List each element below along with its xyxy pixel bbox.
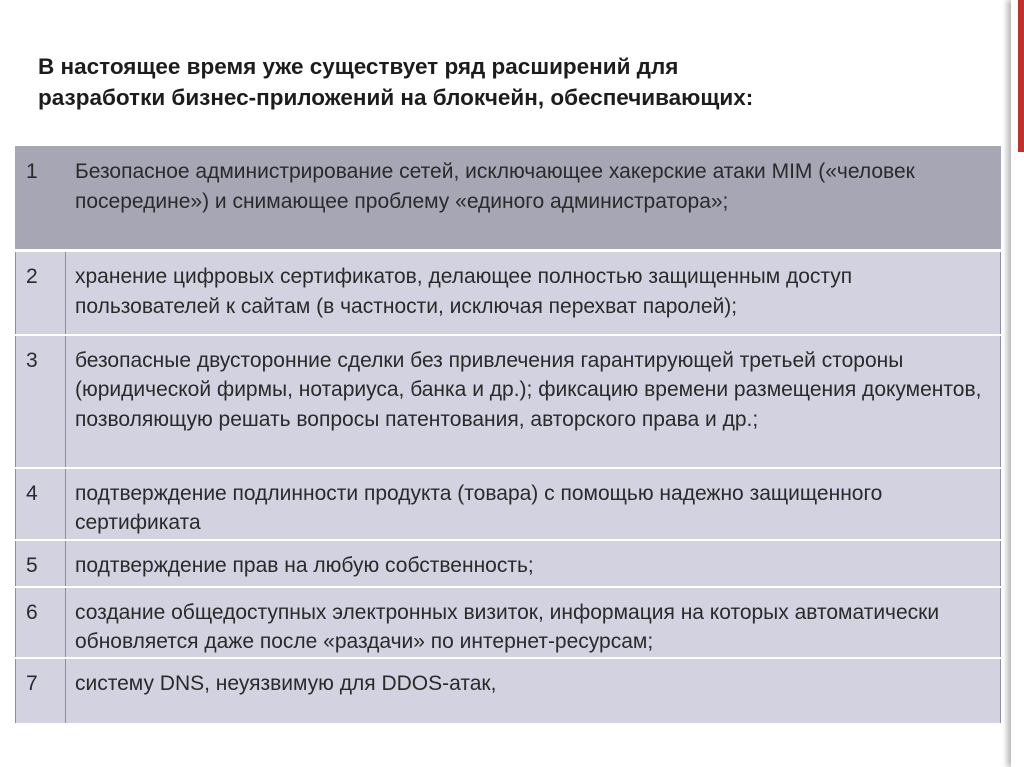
table-row bbox=[16, 251, 1001, 335]
table-row bbox=[16, 658, 1001, 724]
row-text: подтверждение подлинности продукта (товара) с помощью надежно защищенного сертификата bbox=[66, 468, 1001, 540]
row-text: подтверждение прав на любую собственность; bbox=[66, 540, 1001, 587]
row-number: 3 bbox=[16, 335, 66, 468]
table-row bbox=[16, 540, 1001, 587]
row-number: 2 bbox=[16, 251, 66, 335]
row-number: 4 bbox=[16, 468, 66, 540]
table-row bbox=[16, 468, 1001, 540]
features-table bbox=[15, 146, 1001, 725]
row-text: Безопасное администрирование сетей, исключающее хакерские атаки MIM («человек посередине») и снимающее проблему «единого администратора»; bbox=[66, 147, 1001, 251]
row-number: 7 bbox=[16, 658, 66, 724]
table-row bbox=[16, 587, 1001, 658]
slide-title: В настоящее время уже существует ряд расширений для разработки бизнес-приложений на блокчейн, обеспечивающих: bbox=[38, 54, 754, 110]
row-text: безопасные двусторонние сделки без привлечения гарантирующей третьей стороны (юридической фирмы, нотариуса, банка и др.); фиксацию времени размещения документов, позволяющую решать вопросы патентования, авторского права и др.; bbox=[66, 335, 1001, 468]
row-text: хранение цифровых сертификатов, делающее полностью защищенным доступ пользователей к сайтам (в частности, исключая перехват паролей); bbox=[66, 251, 1001, 335]
row-text: создание общедоступных электронных визиток, информация на которых автоматически обновляется даже после «раздачи» по интернет-ресурсам; bbox=[66, 587, 1001, 658]
row-text: систему DNS, неуязвимую для DDOS-атак, bbox=[66, 658, 1001, 724]
slide-edge-accent bbox=[1018, 0, 1024, 152]
table-row bbox=[16, 335, 1001, 468]
row-number: 6 bbox=[16, 587, 66, 658]
row-number: 1 bbox=[16, 147, 66, 251]
row-number: 5 bbox=[16, 540, 66, 587]
table-row bbox=[16, 147, 1001, 251]
